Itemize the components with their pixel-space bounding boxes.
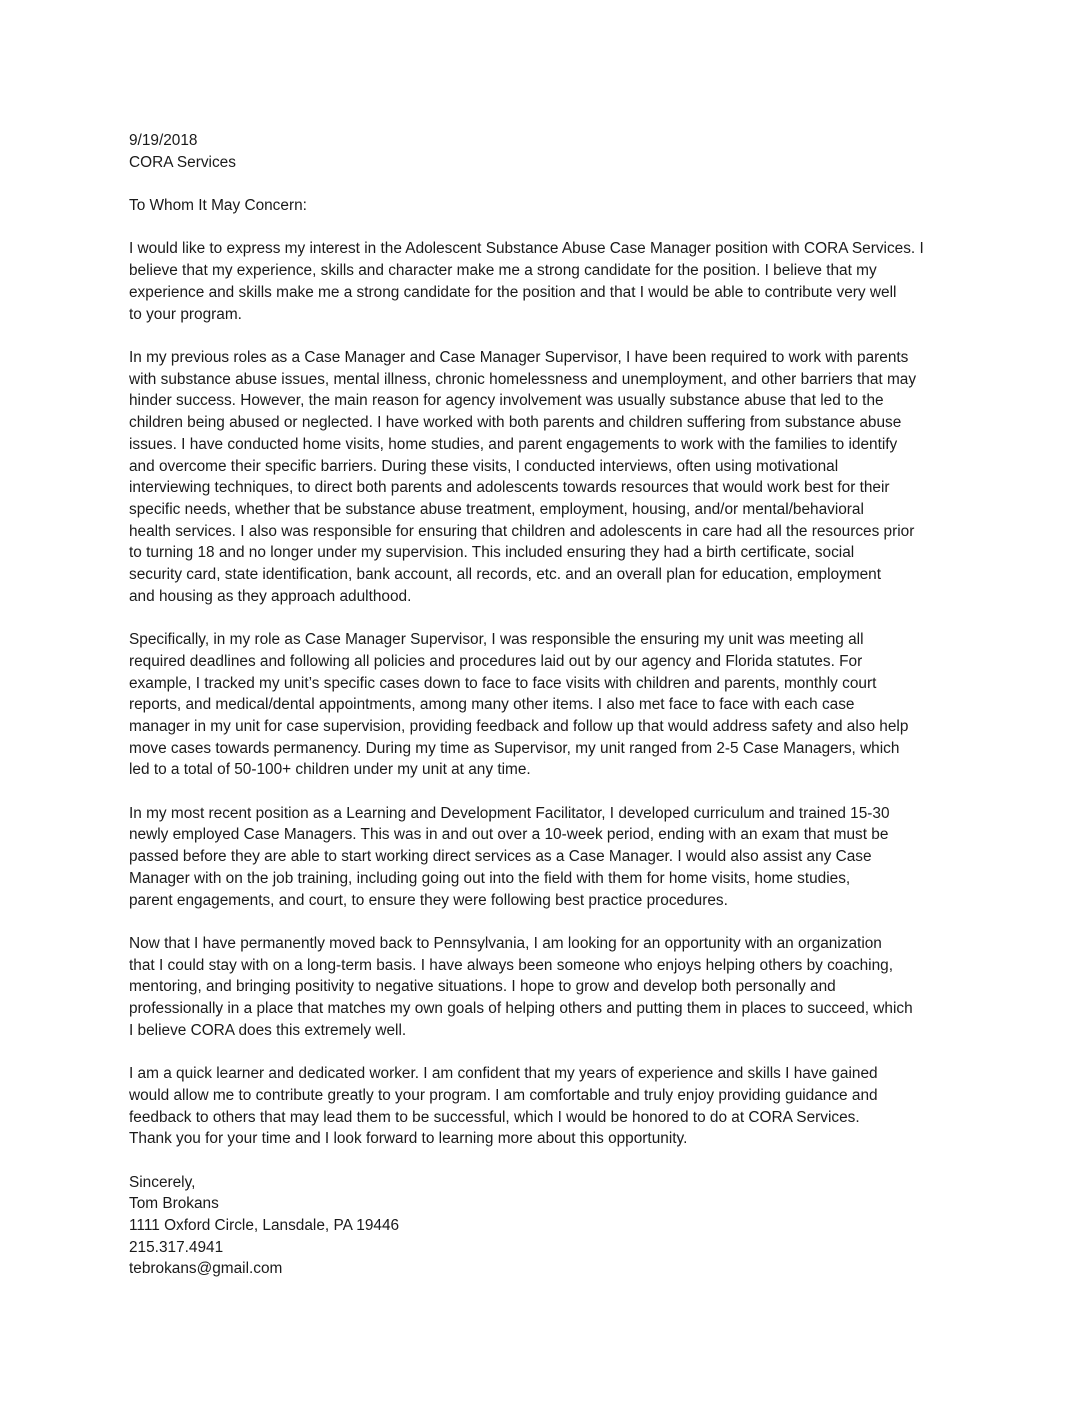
spacer [129,217,965,239]
paragraph-line: newly employed Case Managers. This was in and out over a 10-week period, ending with an exam that must be [129,826,889,844]
paragraph-line: security card, state identification, bank account, all records, etc. and an overall plan for education, employment [129,566,881,584]
spacer [129,173,965,195]
sender-name: Tom Brokans [129,1195,219,1213]
paragraph-line: reports, and medical/dental appointments, among many other items. I also met face to face with each case [129,696,855,714]
paragraph-line: required deadlines and following all policies and procedures laid out by our agency and Florida statutes. For [129,652,863,670]
signature-block [129,1172,965,1281]
paragraph-line: would allow me to contribute greatly to your program. I am comfortable and truly enjoy providing guidance and [129,1086,878,1104]
paragraph-line: move cases towards permanency. During my time as Supervisor, my unit ranged from 2-5 Case Managers, which [129,739,900,757]
paragraph-line: interviewing techniques, to direct both parents and adolescents towards resources that would work best for their [129,479,890,497]
paragraph-line: passed before they are able to start working direct services as a Case Manager. I would also assist any Case [129,848,872,866]
paragraph-line: Manager with on the job training, including going out into the field with them for home visits, home studies, [129,869,851,887]
paragraph-line: I believe CORA does this extremely well. [129,1021,407,1039]
paragraph-line: children being abused or neglected. I have worked with both parents and children suffering from substance abuse [129,414,902,432]
paragraph-line: Now that I have permanently moved back to Pennsylvania, I am looking for an opportunity with an organization [129,934,882,952]
paragraph-line: In my previous roles as a Case Manager and Case Manager Supervisor, I have been required to work with parents [129,348,909,366]
closing-phrase: Sincerely, [129,1173,196,1191]
recipient-organization: CORA Services [129,153,236,171]
paragraph-line: manager in my unit for case supervision, providing feedback and follow up that would address safety and also help [129,717,909,735]
paragraph-relocation [129,933,965,1042]
paragraph-line: that I could stay with on a long-term basis. I have always been someone who enjoys helping others by coaching, [129,956,893,974]
paragraph-line: with substance abuse issues, mental illness, chronic homelessness and unemployment, and other barriers that may [129,370,917,388]
paragraph-line: and housing as they approach adulthood. [129,587,412,605]
paragraph-line: and overcome their specific barriers. During these visits, I conducted interviews, often using motivational [129,457,839,475]
paragraph-line: I am a quick learner and dedicated worker. I am confident that my years of experience and skills I have gained [129,1065,878,1083]
paragraph-line: believe that my experience, skills and character make me a strong candidate for the position. I believe that my [129,262,877,280]
paragraph-line: experience and skills make me a strong candidate for the position and that I would be able to contribute very well [129,283,897,301]
paragraph-line: Thank you for your time and I look forward to learning more about this opportunity. [129,1130,688,1148]
paragraph-previous-roles [129,347,965,607]
paragraph-line: issues. I have conducted home visits, home studies, and parent engagements to work with the families to identify [129,435,898,453]
salutation: To Whom It May Concern: [129,197,307,215]
cover-letter [129,130,965,1280]
paragraph-supervisor-role [129,629,965,781]
paragraph-line: mentoring, and bringing positivity to negative situations. I hope to grow and develop both personally and [129,978,836,996]
paragraph-line: In my most recent position as a Learning and Development Facilitator, I developed curriculum and trained 15-30 [129,804,890,822]
paragraph-line: health services. I also was responsible for ensuring that children and adolescents in care had all the resources prior [129,522,915,540]
paragraph-recent-position [129,803,965,912]
paragraph-line: professionally in a place that matches my own goals of helping others and putting them in places to succeed, which [129,1000,913,1018]
paragraph-line: hinder success. However, the main reason for agency involvement was usually substance abuse that led to the [129,392,884,410]
sender-address: 1111 Oxford Circle, Lansdale, PA 19446 [129,1217,400,1235]
paragraph-closing [129,1063,965,1150]
paragraph-line: specific needs, whether that be substance abuse treatment, employment, housing, and/or mental/behavioral [129,500,864,518]
sender-email: tebrokans@gmail.com [129,1260,283,1278]
sender-phone: 215.317.4941 [129,1238,224,1256]
letter-date: 9/19/2018 [129,132,198,149]
paragraph-interest [129,238,965,325]
paragraph-line: example, I tracked my unit’s specific cases down to face to face visits with children and parents, monthly court [129,674,877,692]
paragraph-line: parent engagements, and court, to ensure they were following best practice procedures. [129,891,728,909]
paragraph-line: led to a total of 50-100+ children under my unit at any time. [129,761,531,779]
paragraph-line: feedback to others that may lead them to be successful, which I would be honored to do at CORA Services. [129,1108,860,1126]
paragraph-line: I would like to express my interest in the Adolescent Substance Abuse Case Manager position with CORA Services. I [129,240,924,258]
paragraph-line: Specifically, in my role as Case Manager Supervisor, I was responsible the ensuring my unit was meeting all [129,631,864,649]
paragraph-line: to your program. [129,305,242,323]
paragraph-line: to turning 18 and no longer under my supervision. This included ensuring they had a birth certificate, social [129,544,855,562]
